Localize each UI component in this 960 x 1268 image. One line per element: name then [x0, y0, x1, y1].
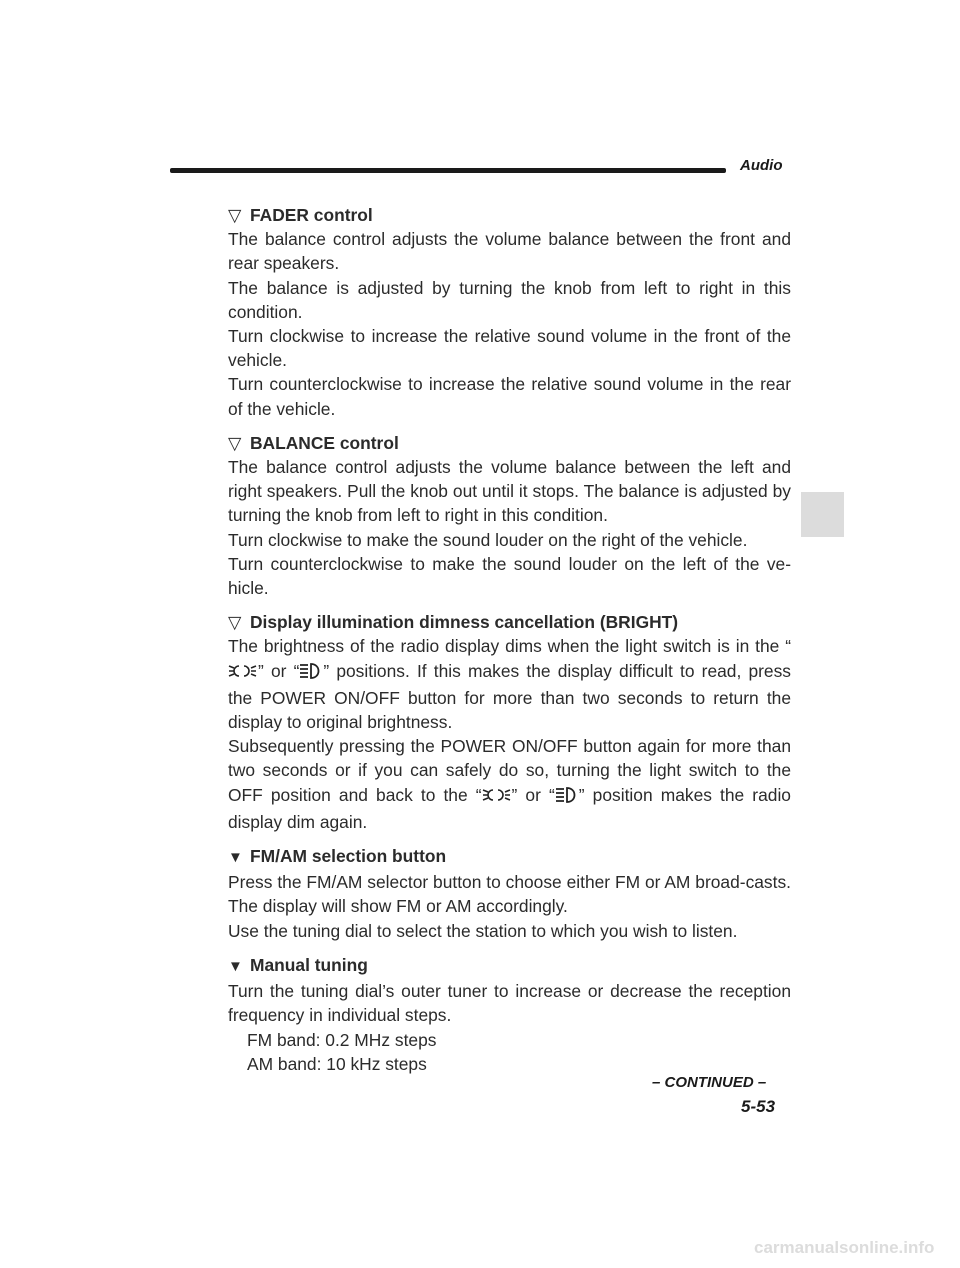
step-item: FM band: 0.2 MHz steps	[247, 1029, 437, 1050]
paragraph	[228, 734, 791, 834]
paragraph	[228, 634, 791, 734]
fader-title: FADER control	[250, 205, 373, 225]
headlight-icon	[555, 786, 579, 810]
balance-heading	[228, 431, 791, 455]
text-run: ” or “	[511, 784, 555, 805]
section-title: Audio	[740, 157, 783, 174]
fmam-title: FM/AM selection button	[250, 846, 447, 867]
fmam-heading	[228, 844, 791, 870]
bright-title: Display illumination dimness cancellation (BRIGHT)	[250, 612, 679, 633]
parking-light-icon	[228, 662, 258, 686]
text-run: ” positions. If this makes the display difficult to read, press the POWER ON/OFF button for more than two seconds to return the display to original brightness.	[228, 660, 791, 733]
paragraph: The balance is adjusted by turning the knob from left to right in this condition.	[228, 277, 791, 322]
parking-light-icon	[482, 786, 512, 810]
manual-tuning-title: Manual tuning	[250, 954, 368, 975]
fader-heading	[228, 203, 791, 227]
continued-label: – CONTINUED –	[652, 1074, 767, 1091]
open-triangle-marker: ▽	[228, 432, 242, 453]
paragraph: The balance control adjusts the volume balance between the left and right speakers. Pull the knob out until it stops. The balance is adjusted by turning the knob from left to right in this condition.	[228, 457, 791, 526]
paragraph: Turn counterclockwise to increase the relative sound volume in the rear of the vehicle.	[228, 374, 791, 419]
paragraph: Turn counterclockwise to make the sound louder on the left of the ve-hicle.	[228, 553, 791, 599]
paragraph: Turn the tuning dial’s outer tuner to increase or decrease the reception frequency in individual steps.	[228, 981, 791, 1026]
step-item: AM band: 10 kHz steps	[247, 1053, 427, 1074]
page-content	[228, 203, 791, 1076]
manual-tuning-heading	[228, 953, 791, 979]
paragraph: The balance control adjusts the volume balance between the front and rear speakers.	[228, 229, 791, 274]
paragraph: Use the tuning dial to select the station to which you wish to listen.	[228, 920, 738, 941]
solid-triangle-marker: ▼	[228, 957, 243, 975]
text-run: The brightness of the radio display dims when the light switch is in the “	[228, 636, 791, 657]
open-triangle-marker: ▽	[228, 612, 242, 633]
watermark: carmanualsonline.info	[754, 1238, 935, 1257]
page-number: 5-53	[741, 1097, 776, 1116]
paragraph: Turn clockwise to make the sound louder on the right of the vehicle.	[228, 529, 748, 550]
balance-title: BALANCE control	[250, 432, 399, 453]
text-run: ” position makes the radio display dim again.	[228, 784, 791, 832]
bright-heading	[228, 610, 791, 634]
headlight-icon	[299, 662, 323, 686]
open-triangle-marker: ▽	[228, 205, 242, 225]
paragraph: Press the FM/AM selector button to choose either FM or AM broad-casts. The display will show FM or AM accordingly.	[228, 872, 791, 917]
chapter-tab	[801, 492, 844, 537]
header-rule	[170, 168, 726, 173]
solid-triangle-marker: ▼	[228, 849, 243, 867]
text-run: ” or “	[258, 660, 300, 681]
paragraph: Turn clockwise to increase the relative sound volume in the front of the vehicle.	[228, 326, 791, 371]
text-run: Subsequently pressing the POWER ON/OFF button again for more than two seconds or if you can safely do so, turning the light switch to the OFF position and back to the “	[228, 736, 791, 805]
